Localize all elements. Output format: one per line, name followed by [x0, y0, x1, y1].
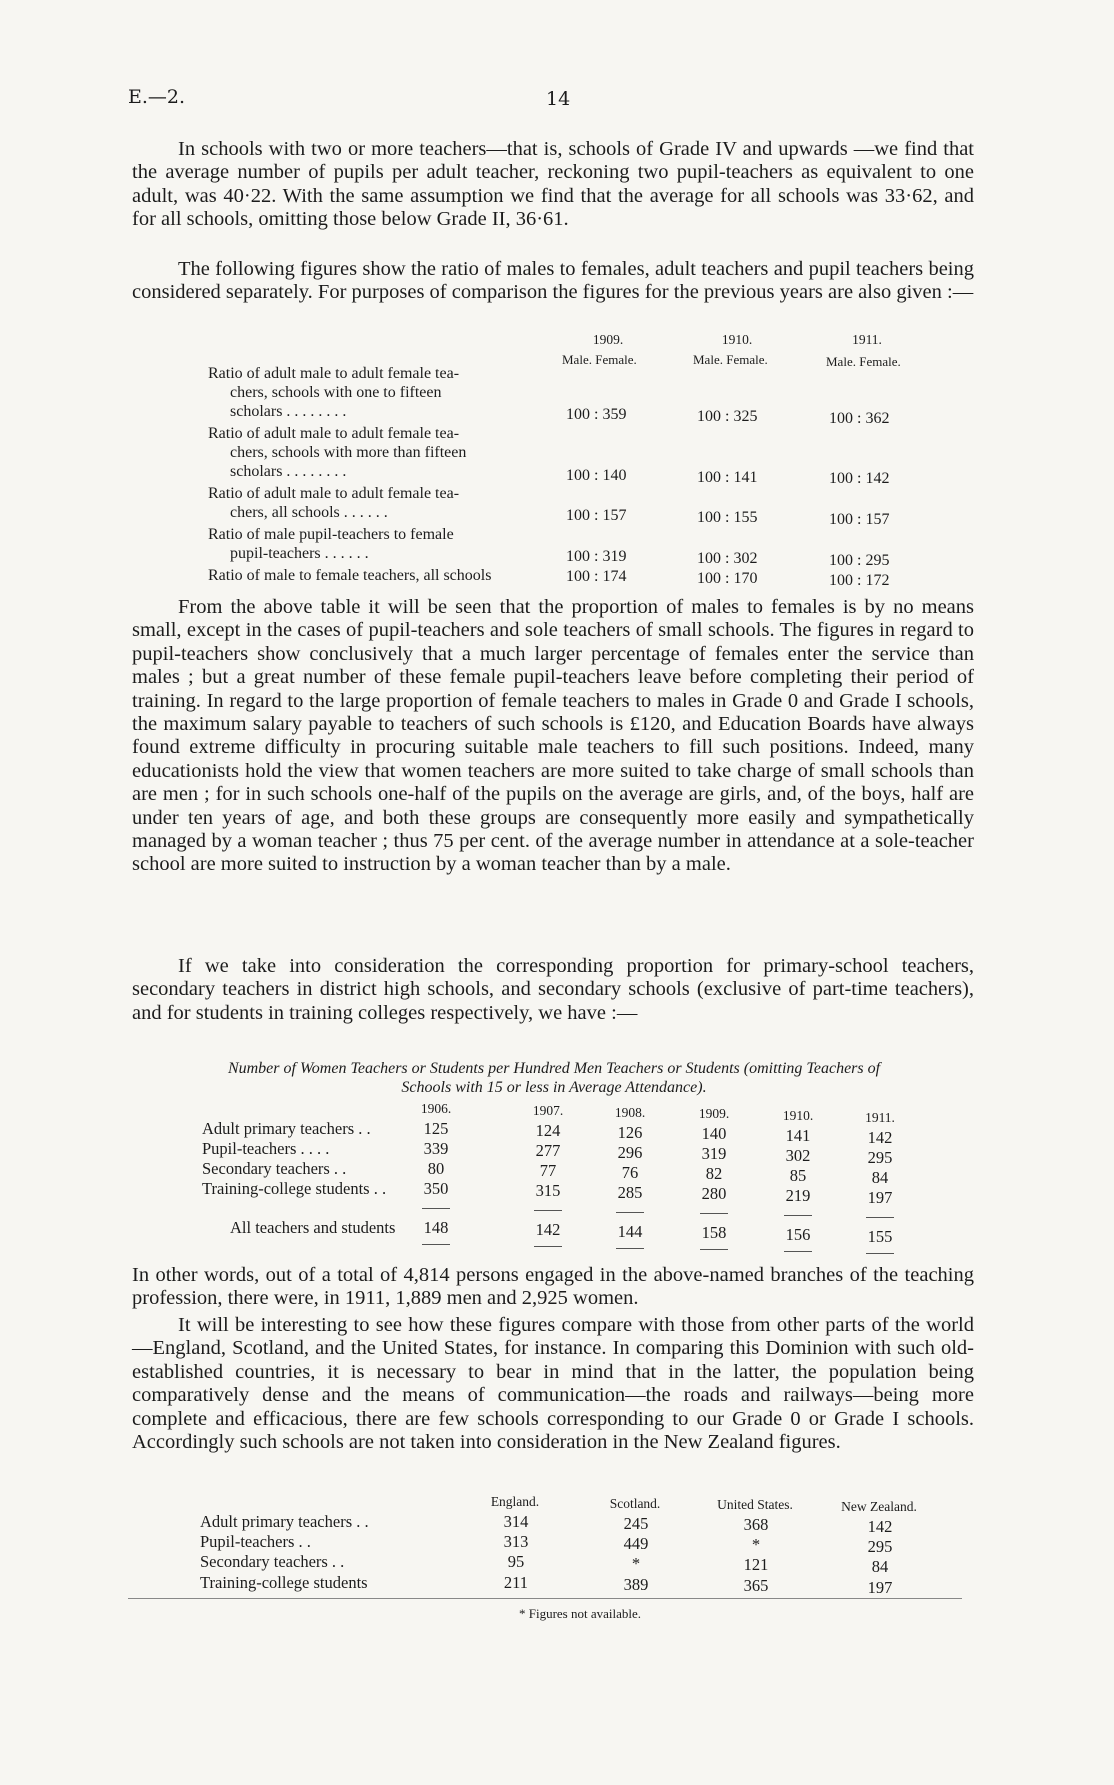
sex-subheader: Male. Female. [826, 354, 901, 369]
cell-value: 314 [503, 1512, 529, 1531]
row-label: Secondary teachers . . [200, 1552, 345, 1571]
cell-value: 141 [785, 1126, 811, 1145]
paragraph-ratio-intro: The following figures show the ratio of males to females, adult teachers and pupil teachers being considered separately. For purposes of comparison the figures for the previous years are also given :— [132, 258, 974, 304]
rule-dash [422, 1244, 450, 1245]
ratio-value: 100 : 172 [829, 572, 890, 589]
paragraph-grade-iv: In schools with two or more teachers—that is, schools of Grade IV and upwards —we find that the average number of pupils per adult teacher, reckoning two pupil-teachers as equivalent to one adult, was 40·22. With the same assumption we find that the average for all schools was 33·62, and for all schools, omitting those below Grade II, 36·61. [132, 138, 974, 231]
cell-value: 85 [789, 1166, 807, 1185]
report-reference: E.—2. [128, 86, 186, 108]
row-label: Adult primary teachers . . [202, 1119, 371, 1138]
cell-value: 80 [427, 1159, 445, 1178]
cell-value: 84 [871, 1557, 889, 1576]
ratio-value: 100 : 174 [566, 568, 627, 585]
ratio-value: 100 : 170 [697, 570, 758, 587]
table-caption: Number of Women Teachers or Students per Hundred Men Teachers or Students (omitting Teachers of Schools with 15 or less in Average Attendance). [227, 1060, 881, 1096]
year-header: 1910. [782, 1108, 814, 1123]
cell-value: 197 [867, 1188, 893, 1207]
rule-dash [534, 1210, 562, 1211]
ratio-value: 100 : 295 [829, 552, 890, 569]
cell-value: 124 [535, 1121, 561, 1140]
cell-value: 142 [867, 1128, 893, 1147]
total-value: 156 [785, 1225, 811, 1244]
row-label: Training-college students [200, 1573, 368, 1592]
total-row-label: All teachers and students [230, 1218, 396, 1237]
cell-value: 350 [423, 1179, 449, 1198]
cell-value: 449 [623, 1534, 649, 1553]
sex-subheader: Male. Female. [562, 352, 637, 367]
year-header: 1907. [532, 1103, 564, 1118]
rule-dash [866, 1253, 894, 1254]
cell-value: 125 [423, 1119, 449, 1138]
cell-value: 296 [617, 1143, 643, 1162]
cell-value: 339 [423, 1139, 449, 1158]
cell-value: 389 [623, 1575, 649, 1594]
ratio-value: 100 : 140 [566, 467, 627, 484]
cell-value: 295 [867, 1537, 893, 1556]
cell-value: 121 [743, 1555, 769, 1574]
rule-dash [616, 1212, 644, 1213]
year-header: 1910. [721, 332, 753, 347]
total-value: 144 [617, 1222, 643, 1241]
total-value: 148 [423, 1218, 449, 1237]
year-header: 1909. [698, 1106, 730, 1121]
cell-value: 277 [535, 1141, 561, 1160]
ratio-value: 100 : 325 [697, 408, 758, 425]
paragraph-corresponding-proportion: If we take into consideration the corresponding proportion for primary-school teachers, secondary teachers in district high schools, and secondary schools (exclusive of part-time teachers), and for students in training colleges respectively, we have :— [132, 955, 974, 1024]
cell-value: 245 [623, 1514, 649, 1533]
cell-value: 368 [743, 1515, 769, 1534]
ratio-value: 100 : 155 [697, 509, 758, 526]
row-label: Pupil-teachers . . [200, 1532, 311, 1551]
ratio-value: 100 : 302 [697, 550, 758, 567]
ratio-row-label: Ratio of adult male to adult female tea- chers, schools with more than fifteen scholars . . . . . . . . [208, 425, 467, 480]
year-header: 1909. [592, 332, 624, 347]
ratio-value: 100 : 362 [829, 410, 890, 427]
cell-value: 295 [867, 1148, 893, 1167]
column-header: England. [490, 1494, 540, 1509]
year-header: 1908. [614, 1105, 646, 1120]
row-label: Training-college students . . [202, 1179, 387, 1198]
cell-value: 82 [705, 1164, 723, 1183]
rule-dash [700, 1249, 728, 1250]
rule-dash [784, 1215, 812, 1216]
ratio-value: 100 : 157 [829, 511, 890, 528]
row-label: Secondary teachers . . [202, 1159, 347, 1178]
cell-value: 313 [503, 1532, 529, 1551]
cell-value: 126 [617, 1123, 643, 1142]
cell-value: 285 [617, 1183, 643, 1202]
row-label: Pupil-teachers . . . . [202, 1139, 330, 1158]
ratio-value: 100 : 142 [829, 470, 890, 487]
year-header: 1906. [420, 1101, 452, 1116]
cell-value: 197 [867, 1578, 893, 1597]
ratio-row-label: Ratio of adult male to adult female tea- chers, schools with one to fifteen scholars . . . . . . . . [208, 365, 460, 420]
rule-dash [866, 1217, 894, 1218]
ratio-value: 100 : 157 [566, 507, 627, 524]
ratio-row-label: Ratio of male to female teachers, all schools [208, 567, 492, 584]
ratio-value: 100 : 359 [566, 406, 627, 423]
paragraph-discussion: From the above table it will be seen that the proportion of males to females is by no means small, except in the cases of pupil-teachers and sole teachers of small schools. The figures in regard to pupil-teachers show conclusively that a much larger percentage of females enter the service than males ; but a great number of these female pupil-teachers leave before completing their period of training. In regard to the large proportion of female teachers to males in Grade 0 and Grade I schools, the maximum salary payable to teachers of such schools is £120, and Education Boards have always found extreme difficulty in procuring suitable male teachers to fill such positions. Indeed, many educationists hold the view that women teachers are more suited to take charge of small schools than are men ; for in such schools one-half of the pupils on the average are girls, and, of the boys, half are under ten years of age, and both these groups are consequently more easily and sympathetically managed by a woman teacher ; thus 75 per cent. of the average number in attendance at a sole-teacher school are more suited to instruction by a woman teacher than by a male. [132, 596, 974, 876]
paragraph-totals: In other words, out of a total of 4,814 persons engaged in the above-named branches of the teaching profession, there were, in 1911, 1,889 men and 2,925 women. [132, 1264, 974, 1310]
page-number: 14 [546, 88, 571, 110]
table-rule [128, 1598, 962, 1599]
cell-value: 280 [701, 1184, 727, 1203]
cell-value: * [751, 1535, 761, 1554]
ratio-value: 100 : 141 [697, 469, 758, 486]
cell-value: 319 [701, 1144, 727, 1163]
column-header: New Zealand. [841, 1499, 917, 1514]
rule-dash [784, 1251, 812, 1252]
rule-dash [700, 1213, 728, 1214]
cell-value: 76 [621, 1163, 639, 1182]
cell-value: 77 [539, 1161, 557, 1180]
rule-dash [616, 1248, 644, 1249]
footnote: * Figures not available. [518, 1606, 642, 1621]
rule-dash [422, 1208, 450, 1209]
cell-value: * [631, 1554, 641, 1573]
cell-value: 365 [743, 1576, 769, 1595]
cell-value: 315 [535, 1181, 561, 1200]
rule-dash [534, 1246, 562, 1247]
column-header: Scotland. [609, 1496, 661, 1511]
total-value: 155 [867, 1227, 893, 1246]
ratio-row-label: Ratio of adult male to adult female tea- chers, all schools . . . . . . [208, 485, 460, 521]
sex-subheader: Male. Female. [693, 352, 768, 367]
ratio-value: 100 : 319 [566, 548, 627, 565]
ratio-row-label: Ratio of male pupil-teachers to female pupil-teachers . . . . . . [208, 526, 454, 562]
year-header: 1911. [865, 1110, 895, 1125]
cell-value: 95 [507, 1552, 525, 1571]
year-header: 1911. [852, 332, 882, 347]
total-value: 142 [535, 1220, 561, 1239]
cell-value: 142 [867, 1517, 893, 1536]
cell-value: 302 [785, 1146, 811, 1165]
paragraph-comparison: It will be interesting to see how these figures compare with those from other parts of the world—England, Scotland, and the United States, for instance. In comparing this Dominion with such old-established countries, it is necessary to bear in mind that in the latter, the population being comparatively dense and the means of communication—the roads and railways—being more complete and efficacious, there are few schools corresponding to our Grade 0 or Grade I schools. Accordingly such schools are not taken into consideration in the New Zealand figures. [132, 1314, 974, 1454]
cell-value: 219 [785, 1186, 811, 1205]
cell-value: 140 [701, 1124, 727, 1143]
column-header: United States. [717, 1497, 793, 1512]
cell-value: 211 [503, 1573, 529, 1592]
row-label: Adult primary teachers . . [200, 1512, 369, 1531]
total-value: 158 [701, 1223, 727, 1242]
cell-value: 84 [871, 1168, 889, 1187]
